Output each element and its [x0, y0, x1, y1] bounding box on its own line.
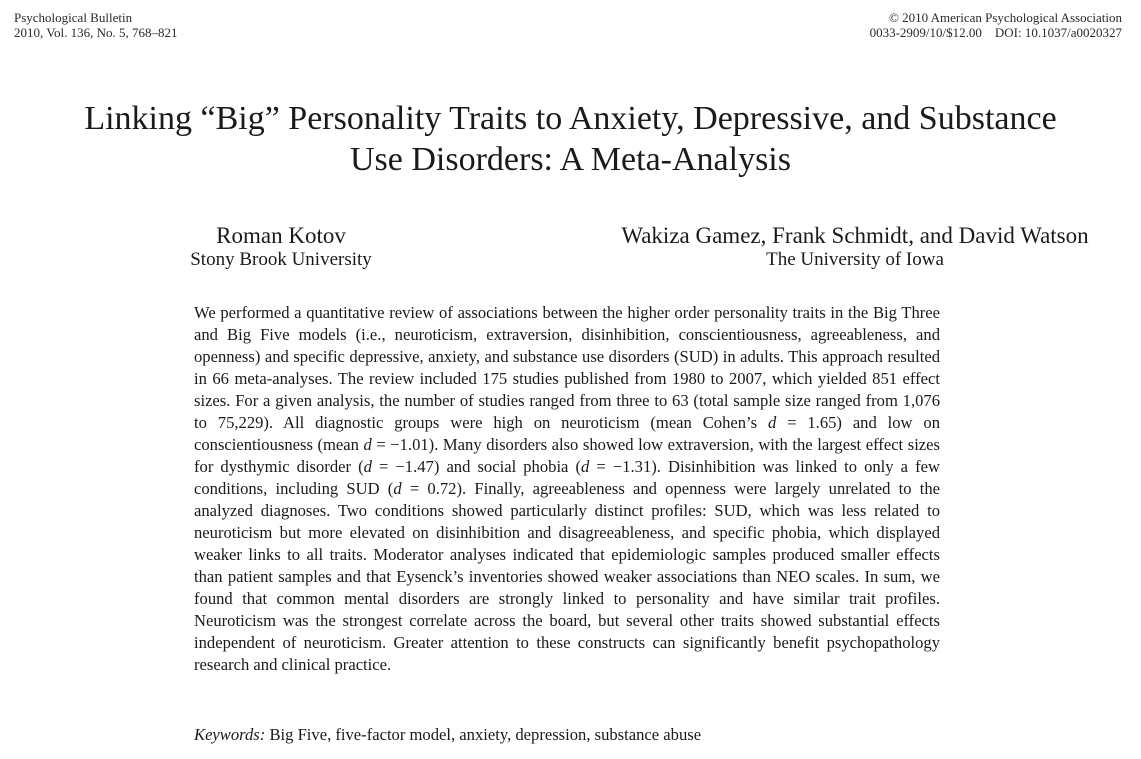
abstract-text: = −1.31). Disinhibition was linked to only a few conditions, including SUD (: [194, 457, 940, 498]
effect-size-symbol: d: [363, 435, 372, 454]
author-affiliation: The University of Iowa: [766, 249, 944, 270]
journal-volume-info: 2010, Vol. 136, No. 5, 768–821: [14, 25, 178, 40]
journal-name: Psychological Bulletin: [14, 10, 133, 25]
author-group-1: [184, 222, 378, 271]
abstract-text: = −1.01). Many disorders also showed low extraversion, with the largest effect sizes for dysthymic disorder (: [194, 435, 940, 476]
publisher-header: [870, 10, 1122, 40]
abstract: [194, 302, 940, 676]
effect-size-symbol: d: [393, 479, 402, 498]
issn-doi: 0033-2909/10/$12.00 DOI: 10.1037/a0020327: [869, 25, 1122, 40]
copyright-notice: © 2010 American Psychological Association: [888, 10, 1122, 25]
abstract-text: = 1.65) and low on conscientiousness (mean: [194, 413, 940, 454]
keywords: [194, 724, 940, 746]
effect-size-symbol: d: [767, 413, 777, 432]
paper-title: [0, 98, 1141, 180]
keywords-label: Keywords:: [194, 725, 266, 744]
title-line-2: Use Disorders: A Meta-Analysis: [349, 141, 791, 178]
keywords-list: Big Five, five-factor model, anxiety, depression, substance abuse: [265, 725, 702, 744]
abstract-text: = 0.72). Finally, agreeableness and openness were largely unrelated to the analyzed diagnoses. Two conditions showed particularly distinct profiles: SUD, which was less related to neuroticism but more elevated on disinhibition and disagreeableness, and specific phobia, which displayed weaker links to all traits. Moderator analyses indicated that epidemiologic samples produced smaller effects than patient samples and that Eysenck’s inventories showed weaker associations than NEO scales. In sum, we found that common mental disorders are strongly linked to personality and have similar trait profiles. Neuroticism was the strongest correlate across the board, but several other traits showed substantial effects independent of neuroticism. Greater attention to these constructs can significantly benefit psychopathology research and clinical practice.: [194, 479, 941, 674]
abstract-text: We performed a quantitative review of associations between the higher order personality traits in the Big Three and Big Five models (i.e., neuroticism, extraversion, disinhibition, conscientiousness, agreeableness, and openness) and specific depressive, anxiety, and substance use disorders (SUD) in adults. This approach resulted in 66 meta-analyses. The review included 175 studies published from 1980 to 2007, which yielded 851 effect sizes. For a given analysis, the number of studies ranged from three to 63 (total sample size ranged from 1,076 to 75,229). All diagnostic groups were high on neuroticism (mean Cohen’s: [194, 303, 940, 432]
abstract-text: = −1.47) and social phobia (: [371, 457, 582, 476]
author-affiliation: Stony Brook University: [190, 249, 372, 270]
author-name: Wakiza Gamez, Frank Schmidt, and David Watson: [621, 223, 1089, 248]
journal-header: [14, 10, 177, 40]
effect-size-symbol: d: [581, 457, 590, 476]
author-group-2: [596, 222, 1114, 271]
author-name: Roman Kotov: [216, 223, 346, 248]
title-line-1: Linking “Big” Personality Traits to Anxiety, Depressive, and Substance: [84, 100, 1057, 137]
effect-size-symbol: d: [363, 457, 372, 476]
